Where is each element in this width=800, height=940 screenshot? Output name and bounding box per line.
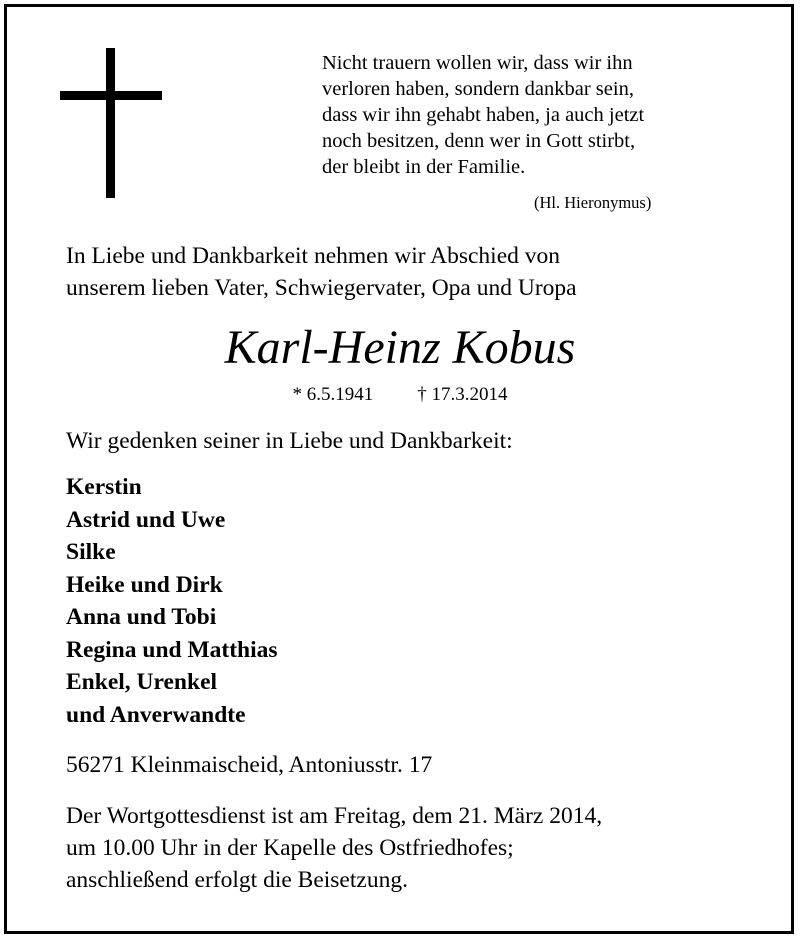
deceased-name: Karl-Heinz Kobus xyxy=(224,321,576,374)
quote-line: verloren haben, sondern dankbar sein, xyxy=(322,78,634,100)
mourner-entry: Anna und Tobi xyxy=(66,604,217,630)
birth-date: * 6.5.1941 xyxy=(292,384,374,405)
quote-source: (Hl. Hieronymus) xyxy=(534,193,652,212)
mourners-list xyxy=(66,471,278,731)
service-line: Der Wortgottesdienst ist am Freitag, dem 21. März 2014, xyxy=(66,803,603,829)
mourner-entry: und Anverwandte xyxy=(66,701,246,728)
mourner-entry: Astrid und Uwe xyxy=(66,506,226,533)
quote-line: der bleibt in der Familie. xyxy=(322,156,526,178)
memorial-quote xyxy=(322,50,742,180)
cross-icon xyxy=(60,48,162,198)
death-date: † 17.3.2014 xyxy=(417,384,508,405)
life-dates xyxy=(0,384,800,406)
quote-line: Nicht trauern wollen wir, dass wir ihn xyxy=(322,52,633,74)
farewell-intro xyxy=(66,240,577,304)
mourner-entry: Enkel, Urenkel xyxy=(66,669,218,695)
family-address: 56271 Kleinmaischeid, Antoniusstr. 17 xyxy=(66,752,433,778)
quote-line: dass wir ihn gehabt haben, ja auch jetzt xyxy=(322,104,645,126)
mourner-entry: Regina und Matthias xyxy=(66,636,278,663)
mourner-entry: Kerstin xyxy=(66,474,142,500)
mourner-entry: Heike und Dirk xyxy=(66,571,223,598)
intro-line: In Liebe und Dankbarkeit nehmen wir Abschied von xyxy=(66,243,561,269)
service-info xyxy=(66,800,602,896)
mourner-entry: Silke xyxy=(66,539,116,565)
service-line: anschließend erfolgt die Beisetzung. xyxy=(66,867,408,893)
service-line: um 10.00 Uhr in der Kapelle des Ostfriedhofes; xyxy=(66,835,514,861)
intro-line: unserem lieben Vater, Schwiegervater, Opa und Uropa xyxy=(66,275,577,301)
quote-line: noch besitzen, denn wer in Gott stirbt, xyxy=(322,130,636,152)
remembrance-line: Wir gedenken seiner in Liebe und Dankbarkeit: xyxy=(66,428,513,454)
